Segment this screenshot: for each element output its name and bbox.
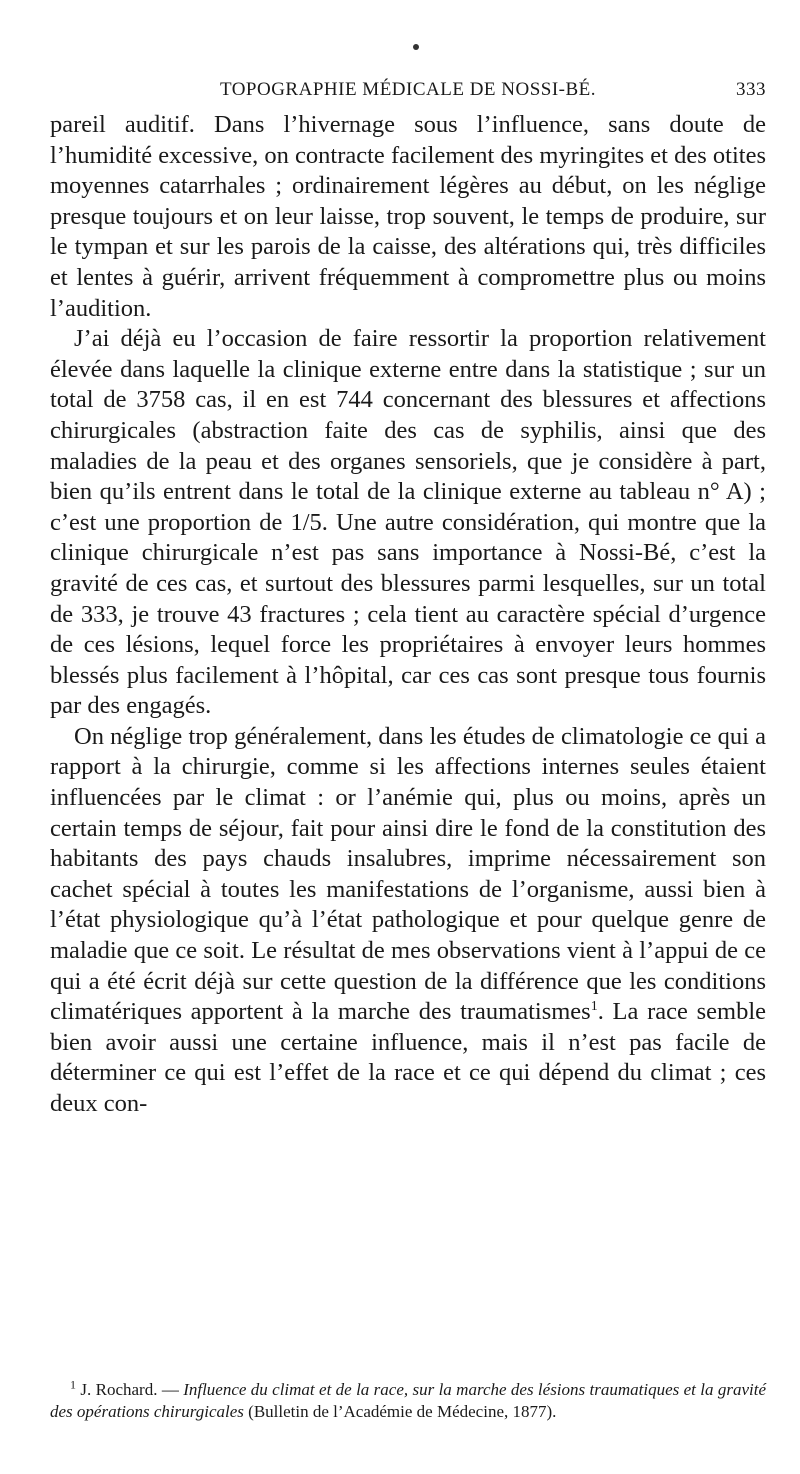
paragraph-text: On néglige trop généralement, dans les études de climatologie ce qui a rapport à la chirurgie, comme si les affections internes seules étaient influencées par le climat : or l’anémie qui, plus ou moins, après un certain temps de séjour, fait pour ainsi dire le fond de la constitution des habitants des pays chauds insalubres, imprime nécessairement son cachet spécial à toutes les manifestations de l’organisme, aussi bien à l’état physiologique qu’à l’état pathologique et pour quelque genre de maladie que ce soit. Le résultat de mes observations vient à l’appui de ce qui a été écrit déjà sur cette question de la différence que les conditions climatériques apportent à la marche des traumatismes	[50, 722, 766, 1026]
running-title: TOPOGRAPHIE MÉDICALE DE NOSSI-BÉ.	[219, 79, 597, 100]
paragraph-climatology	[50, 722, 766, 1120]
footnote-reference[interactable]: 1	[590, 999, 598, 1015]
footnote-author: J. Rochard. —	[80, 1380, 184, 1399]
running-header	[50, 75, 766, 105]
printer-dot	[413, 44, 419, 50]
footnote-source: (Bulletin de l’Académie de Médecine, 1877).	[243, 1402, 557, 1421]
page-number: 333	[736, 79, 766, 100]
paragraph-surgical-clinic: J’ai déjà eu l’occasion de faire ressortir la proportion relativement élevée dans laquelle la clinique externe entre dans la statistique ; sur un total de 3758 cas, il en est 744 concernant des blessures et affections chirurgicales (abstraction faite des cas de syphilis, ainsi que des maladies de la peau et des organes sensoriels, que je considère à part, bien qu’ils entrent dans le total de la clinique externe au tableau n° A) ; c’est une proportion de 1/5. Une autre considération, qui montre que la clinique chirurgicale n’est pas sans importance à Nossi-Bé, c’est la gravité de ces cas, et surtout des blessures parmi lesquelles, sur un total de 333, je trouve 43 fractures ; cela tient au caractère spécial d’urgence de ces lésions, lequel force les propriétaires à envoyer leurs hommes blessés plus facilement à l’hôpital, car ces cas sont presque tous fournis par des engagés.	[50, 325, 766, 720]
footnote-marker: 1	[70, 1377, 76, 1392]
body-text	[50, 110, 766, 1120]
paragraph-text-continued: . La race semble bien avoir aussi une certaine influence, mais il n’est pas facile de déterminer ce qui est l’effet de la race et ce qui dépend du climat ; ces deux con-	[50, 998, 766, 1117]
paragraph-continuation: pareil auditif. Dans l’hivernage sous l’influence, sans doute de l’humidité excessive, on contracte facilement des myringites et des otites moyennes catarrhales ; ordinairement légères au début, on les néglige presque toujours et on leur laisse, trop souvent, le temps de produire, sur le tympan et sur les parois de la caisse, des altérations qui, très difficiles et lentes à guérir, arrivent fréquemment à compromettre plus ou moins l’audition.	[50, 111, 766, 322]
footnote-title: Influence du climat et de la race, sur la marche des lésions traumatiques et la gravité des opérations chirurgicales	[50, 1380, 766, 1421]
footnote	[50, 1379, 766, 1423]
